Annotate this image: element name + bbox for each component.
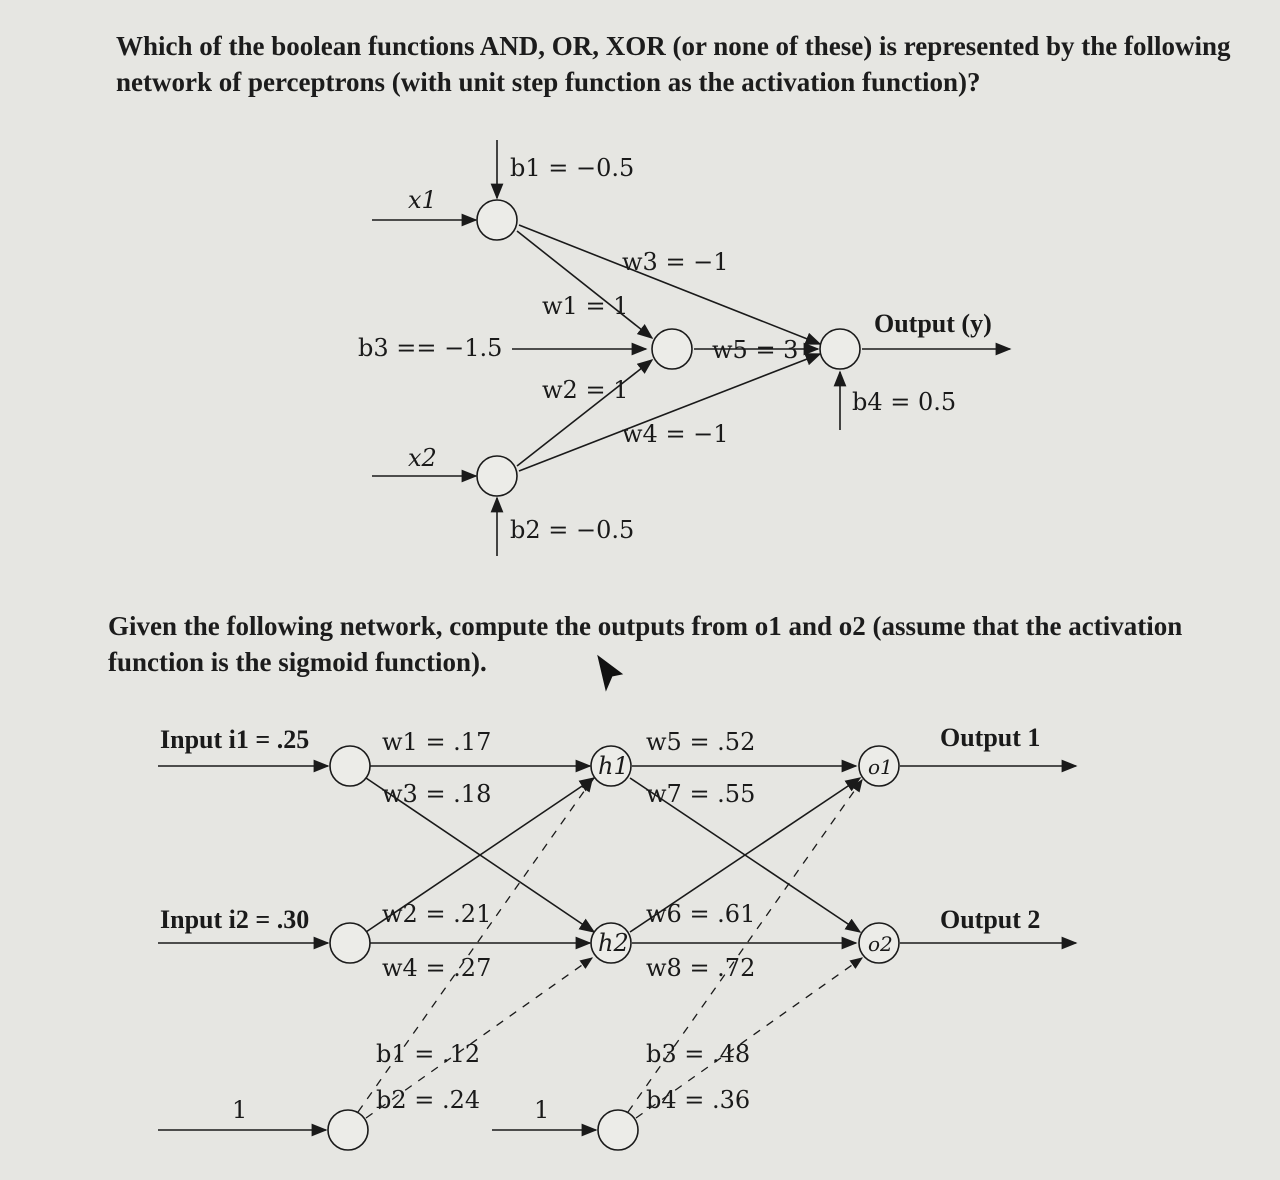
question-2-text: Given the following network, compute the outputs from o1 and o2 (assume that the activation function is the sigmoid function). bbox=[108, 611, 1183, 677]
b4-label-2: b4 = .36 bbox=[646, 1086, 751, 1114]
b3-label: b3 == −1.5 bbox=[358, 334, 503, 362]
w2-label: w2 = 1 bbox=[542, 376, 629, 404]
input2-label: Input i2 = .30 bbox=[160, 905, 310, 934]
output2-label: Output 2 bbox=[940, 905, 1041, 934]
bias-input-right-label: 1 bbox=[534, 1096, 550, 1124]
h2-label: h2 bbox=[598, 929, 629, 957]
b2-label-2: b2 = .24 bbox=[376, 1086, 481, 1114]
h1-label: h1 bbox=[598, 752, 629, 780]
bias-node-left bbox=[328, 1110, 368, 1150]
w4-edge bbox=[519, 354, 820, 471]
neuron-n2 bbox=[477, 456, 517, 496]
w3-label: w3 = −1 bbox=[622, 248, 729, 276]
neuron-output bbox=[820, 329, 860, 369]
w5-label: w5 = 3 bbox=[712, 336, 799, 364]
bias-node-right bbox=[598, 1110, 638, 1150]
w5-label-2: w5 = .52 bbox=[646, 728, 756, 756]
input-node-1 bbox=[330, 746, 370, 786]
w3-edge bbox=[519, 225, 820, 344]
o1-label: o1 bbox=[868, 755, 893, 779]
b2-label: b2 = −0.5 bbox=[510, 516, 635, 544]
neuron-n1 bbox=[477, 200, 517, 240]
w1-label: w1 = 1 bbox=[542, 292, 629, 320]
w4-label-2: w4 = .27 bbox=[382, 954, 492, 982]
b3-label-2: b3 = .48 bbox=[646, 1040, 751, 1068]
w2-label-2: w2 = .21 bbox=[382, 900, 492, 928]
b1-label: b1 = −0.5 bbox=[510, 154, 635, 182]
w7-label-2: w7 = .55 bbox=[646, 780, 756, 808]
neuron-hidden bbox=[652, 329, 692, 369]
w4-label: w4 = −1 bbox=[622, 420, 729, 448]
mouse-cursor-icon bbox=[598, 656, 622, 690]
b4-label: b4 = 0.5 bbox=[852, 388, 957, 416]
bias-input-left-label: 1 bbox=[232, 1096, 248, 1124]
w8-label-2: w8 = .72 bbox=[646, 954, 756, 982]
x2-label: x2 bbox=[408, 444, 437, 472]
w6-label-2: w6 = .61 bbox=[646, 900, 756, 928]
o2-label: o2 bbox=[868, 932, 893, 956]
output1-label: Output 1 bbox=[940, 723, 1041, 752]
input1-label: Input i1 = .25 bbox=[160, 725, 310, 754]
output-y-label: Output (y) bbox=[874, 309, 992, 338]
question-1-text: Which of the boolean functions AND, OR, XOR (or none of these) is represented by the following network of perceptrons (with unit step function as the activation function)? bbox=[116, 31, 1231, 97]
w1-label-2: w1 = .17 bbox=[382, 728, 492, 756]
w3-label-2: w3 = .18 bbox=[382, 780, 492, 808]
x1-label: x1 bbox=[408, 186, 437, 214]
b1-label-2: b1 = .12 bbox=[376, 1040, 481, 1068]
input-node-2 bbox=[330, 923, 370, 963]
